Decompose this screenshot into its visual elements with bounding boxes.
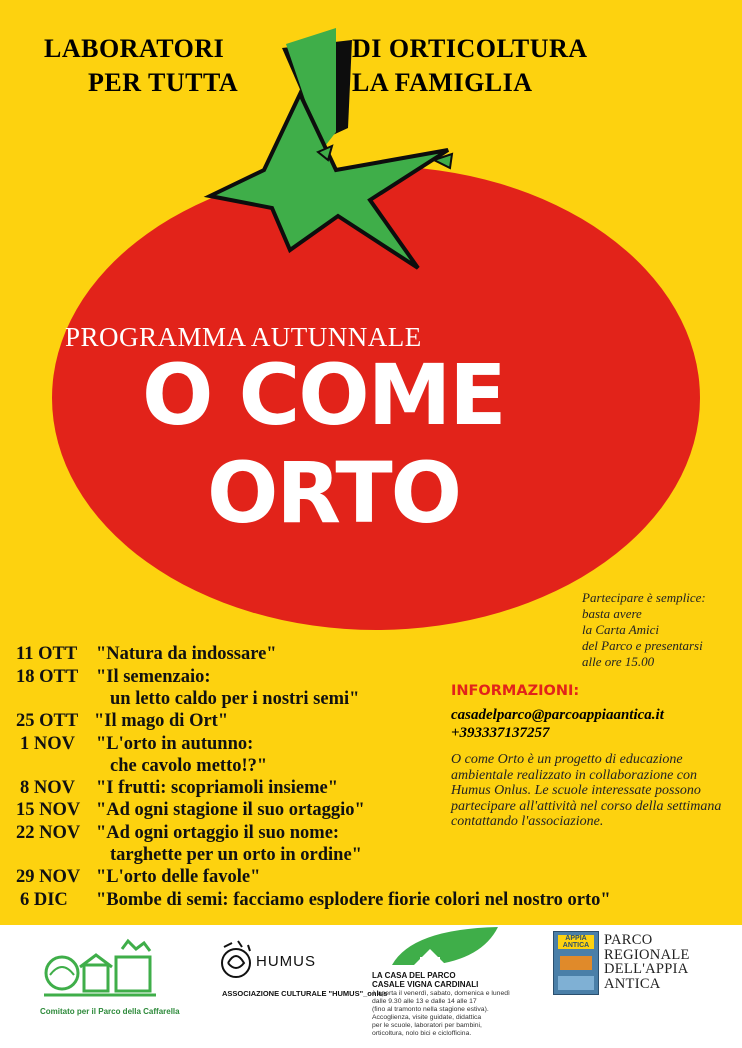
schedule-title: "L'orto in autunno: [96, 734, 254, 754]
casa-title [372, 971, 478, 989]
appia-badge-line: ANTICA [562, 942, 590, 949]
appia-badge-road-icon [558, 976, 594, 990]
schedule-date: 11 OTT [16, 644, 78, 664]
header-line1-left: LABORATORI [44, 34, 225, 63]
header-line2-left: PER TUTTA [88, 68, 239, 97]
caffarella-caption: Comitato per il Parco della Caffarella [40, 1007, 180, 1016]
appia-badge-figure-icon [560, 956, 592, 970]
schedule-title: "I frutti: scopriamoli insieme" [96, 778, 338, 798]
appia-badge-line: APPIA [565, 935, 587, 942]
casa-info-text [372, 990, 510, 1038]
schedule-date: 25 OTT [16, 711, 79, 731]
parco-line: PARCO [604, 932, 653, 948]
schedule-date: 18 OTT [16, 667, 79, 687]
casa-info-line: Accoglienza, visite guidate, didattica [372, 1014, 482, 1021]
project-description: O come Orto è un progetto di educazione ambientale realizzato in collaborazione con Humus Onlus. Le scuole interessate possono partecipare all'attività nel corso della settimana contattando l'associazione. [451, 752, 722, 830]
note-line: Partecipare è semplice: [582, 590, 706, 605]
schedule-title: "Il semenzaio: [96, 667, 211, 687]
header-line1-right: DI ORTICOLTURA [352, 34, 588, 63]
schedule-date: 1 NOV [20, 734, 75, 754]
phone-number[interactable]: +393337137257 [451, 725, 550, 741]
schedule-title: "L'orto delle favole" [96, 867, 261, 887]
title-line1: O COME [142, 346, 505, 444]
footer-logos [0, 925, 742, 1048]
schedule-date: 29 NOV [16, 867, 81, 887]
header-line2-right: LA FAMIGLIA [352, 68, 533, 97]
note-line: del Parco e presentarsi [582, 638, 703, 653]
casa-info-line: (fino al tramonto nella stagione estiva). [372, 1006, 489, 1013]
schedule-date: 15 NOV [16, 800, 81, 820]
contact-block [451, 706, 664, 742]
schedule-title: che cavolo metto!?" [110, 756, 268, 776]
schedule-title: "Natura da indossare" [96, 644, 277, 664]
schedule-title: "Ad ogni ortaggio il suo nome: [96, 823, 340, 843]
parco-line: REGIONALE [604, 946, 690, 963]
schedule-title: "Bombe di semi: facciamo esplodere fiorie colori nel nostro orto" [96, 890, 611, 910]
note-line: alle ore 15.00 [582, 654, 655, 669]
casa-del-parco-logo-icon [372, 925, 502, 971]
title-line2: ORTO [207, 444, 461, 542]
appia-badge-label [558, 935, 594, 949]
schedule-title: targhette per un orto in ordine" [110, 845, 362, 865]
parco-regionale-text [604, 933, 690, 991]
casa-title-line: LA CASA DEL PARCO [372, 971, 456, 980]
humus-logo-icon [218, 939, 256, 985]
schedule-date: 22 NOV [16, 823, 81, 843]
casa-info-line: per le scuole, laboratori per bambini, [372, 1022, 482, 1029]
schedule-title: un letto caldo per i nostri semi" [110, 689, 360, 709]
casa-title-line: CASALE VIGNA CARDINALI [372, 980, 479, 989]
schedule-title: "Il mago di Ort" [94, 711, 229, 731]
schedule-title: "Ad ogni stagione il suo ortaggio" [96, 800, 365, 820]
humus-caption: ASSOCIAZIONE CULTURALE "HUMUS"_onlus [222, 989, 388, 998]
caffarella-logo-icon [40, 935, 160, 1005]
program-label: PROGRAMMA AUTUNNALE [65, 322, 422, 352]
schedule-date: 8 NOV [20, 778, 75, 798]
casa-info-line: orticoltura, nolo bici e ciclofficina. [372, 1030, 472, 1037]
humus-logo-text: HUMUS [256, 953, 316, 970]
note-line: la Carta Amici [582, 622, 660, 637]
parco-line: DELL'APPIA [604, 961, 689, 977]
email-link[interactable]: casadelparco@parcoappiaantica.it [451, 707, 664, 723]
appia-antica-badge [553, 931, 599, 995]
info-heading: INFORMAZIONI: [451, 683, 580, 699]
schedule-date: 6 DIC [20, 890, 68, 910]
casa-info-line: dalle 9.30 alle 13 e dalle 14 alle 17 [372, 998, 477, 1005]
casa-info-line: è aperta il venerdì, sabato, domenica e lunedì [372, 990, 510, 997]
parco-line: ANTICA [604, 975, 661, 992]
participation-note [582, 590, 706, 670]
note-line: basta avere [582, 606, 642, 621]
